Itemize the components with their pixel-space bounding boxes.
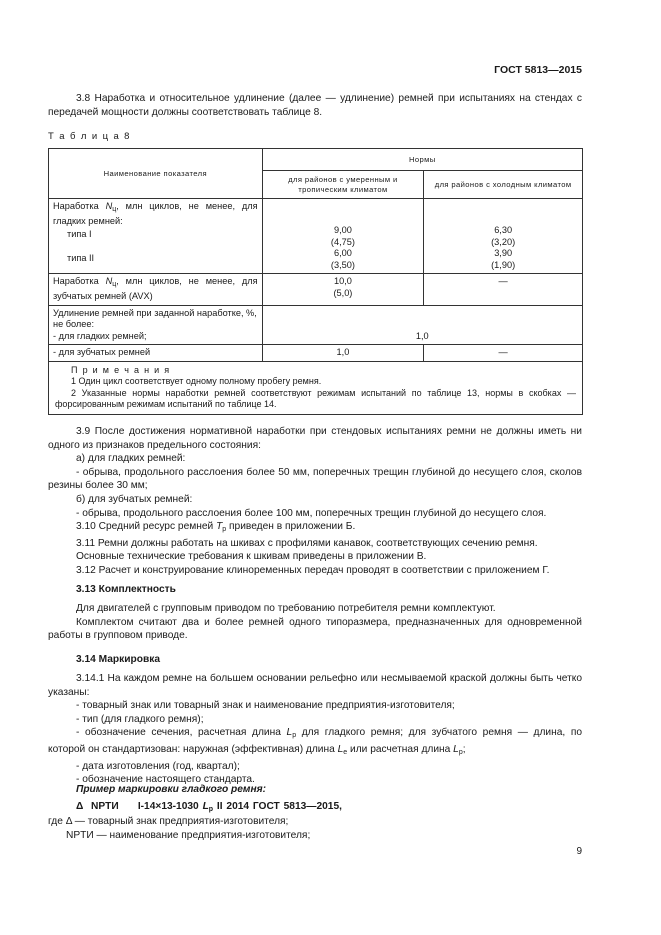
marking-example: Δ NPTИ I-14×13-1030 $L_р$ II 2014 ГОСТ 5813—2015, [76,801,342,813]
table-row [49,274,583,305]
s314-item-1: - товарный знак или товарный знак и наименование предприятия-изготовителя; [76,700,455,712]
section-3-13-body [48,602,582,643]
paragraph-3-8: 3.8 Наработка и относительное удлинение (далее — удлинение) ремней при испытаниях на стендах с передачей мощности должны соответствовать таблице 8. [48,93,582,118]
p39-b: б) для зубчатых ремней: [76,493,193,505]
table-caption: Т а б л и ц а 8 [48,131,131,142]
row1-type2: типа II [67,252,95,263]
row1-t2-temperate: 6,00 [333,248,352,259]
row1-cold-cell [424,199,583,274]
table-8 [48,148,583,415]
standard-header: ГОСТ 5813—2015 [494,64,582,76]
header-temperate: для районов с умеренным и тропическим климатом [262,171,424,199]
p39-a1: - обрыва, продольного расслоения более 50 мм, поперечных трещин глубиной до несущего слоя, сколов резины более 30 мм; [48,466,582,492]
p39-b1: - обрыва, продольного расслоения более 100 мм, поперечных трещин глубиной до несущего слоя. [76,507,547,519]
row3-smooth: - для гладких ремней; [53,330,147,341]
row4-label: - для зубчатых ремней [49,345,263,362]
row2-cold: — [424,274,583,305]
row2-label: Наработка $N_ц$, млн циклов, не менее, для зубчатых ремней (AVX) [49,274,263,305]
header-indicator: Наименование показателя [49,149,263,199]
note-1: 1 Один цикл соответствует одному полному пробегу ремня. [71,376,322,387]
row1-t1-temperate-forced: (4,75) [330,236,355,247]
example-title: Пример маркировки гладкого ремня: [76,784,266,795]
row4-temperate: 1,0 [262,345,424,362]
row1-t1-cold-forced: (3,20) [491,236,516,247]
s314-item-4: - дата изготовления (год, квартал); [76,760,240,772]
p39-text: 3.9 После достижения нормативной наработки при стендовых испытаниях ремни не должны иметь ни одного из признаков предельного состояния: [48,426,582,451]
table-notes-row [49,361,583,414]
page-number: 9 [576,846,582,857]
row1-t2-cold-forced: (1,90) [491,259,516,270]
notes-title: П р и м е ч а н и я [71,364,171,375]
nrti-line: NPTИ — наименование предприятия-изготовителя; [66,830,311,841]
row1-temperate-cell [262,199,424,274]
p39-a: а) для гладких ремней: [76,453,186,465]
paragraph-3-12: 3.12 Расчет и конструирование клиноременных передач проводят в соответствии с приложением Г. [76,564,550,576]
row3-label: Удлинение ремней при заданной наработке, %, не более: [53,307,257,330]
row2-temperate: 10,0 [333,276,352,287]
section-3-14-body [48,672,582,787]
paragraph-3-10: 3.10 Средний ресурс ремней $T_р$ приведен в приложении Б. [76,521,356,534]
paragraph-3-11: 3.11 Ремни должны работать на шкивах с профилями канавок, соответствующих сечению ремня. [76,537,538,549]
header-norms: Нормы [262,149,582,171]
s313-l1: Для двигателей с групповым приводом по требованию потребителя ремни комплектуют. [76,603,496,614]
row1-type1: типа I [67,229,92,240]
row2-temperate-forced: (5,0) [333,287,353,298]
paragraph-3-9 [48,425,582,578]
s314-intro: 3.14.1 На каждом ремне на большем основании рельефно или несмываемой краской должны быть четко указаны: [48,673,582,698]
row1-t2-temperate-forced: (3,50) [330,259,355,270]
s313-l2: Комплектом считают два и более ремней одного типоразмера, предназначенных для одновременной работы в групповом приводе. [48,616,582,642]
section-3-13-title: 3.13 Комплектность [76,584,176,595]
table-notes [49,361,583,414]
row3-label-cell [49,305,263,345]
header-cold: для районов с холодным климатом [424,171,583,199]
row2-temperate-cell [262,274,424,305]
row1-label-cell [49,199,263,274]
row1-t2-cold: 3,90 [494,248,513,259]
row4-cold: — [424,345,583,362]
where-line: где Δ — товарный знак предприятия-изготовителя; [48,816,289,827]
row1-t1-temperate: 9,00 [333,225,352,235]
row1-t1-cold: 6,30 [494,225,513,235]
table-row [49,345,583,362]
s314-item-5: - обозначение настоящего стандарта. [76,774,255,786]
row3-smooth-value: 1,0 [262,305,582,345]
table-row [49,199,583,274]
paragraph-3-11-cont: Основные технические требования к шкивам приведены в приложении В. [76,551,427,563]
row1-label: Наработка $N_ц$, млн циклов, не менее, для гладких ремней: [53,201,258,226]
s314-item-3: - обозначение сечения, расчетная длина $L_р$ для гладкого ремня; для зубчатого ремня — длина, по которой он стандартизован: наружная (эффективная) длина $L_е$ или расчетная длина $L_р$; [48,727,583,756]
table-row [49,305,583,345]
note-2: 2 Указанные нормы наработки ремней соответствуют режимам испытаний по таблице 13, нормы в скобках — форсированным режимам испытаний по таблице 14. [55,387,576,410]
section-3-14-title: 3.14 Маркировка [76,654,160,665]
s314-item-2: - тип (для гладкого ремня); [76,713,204,725]
